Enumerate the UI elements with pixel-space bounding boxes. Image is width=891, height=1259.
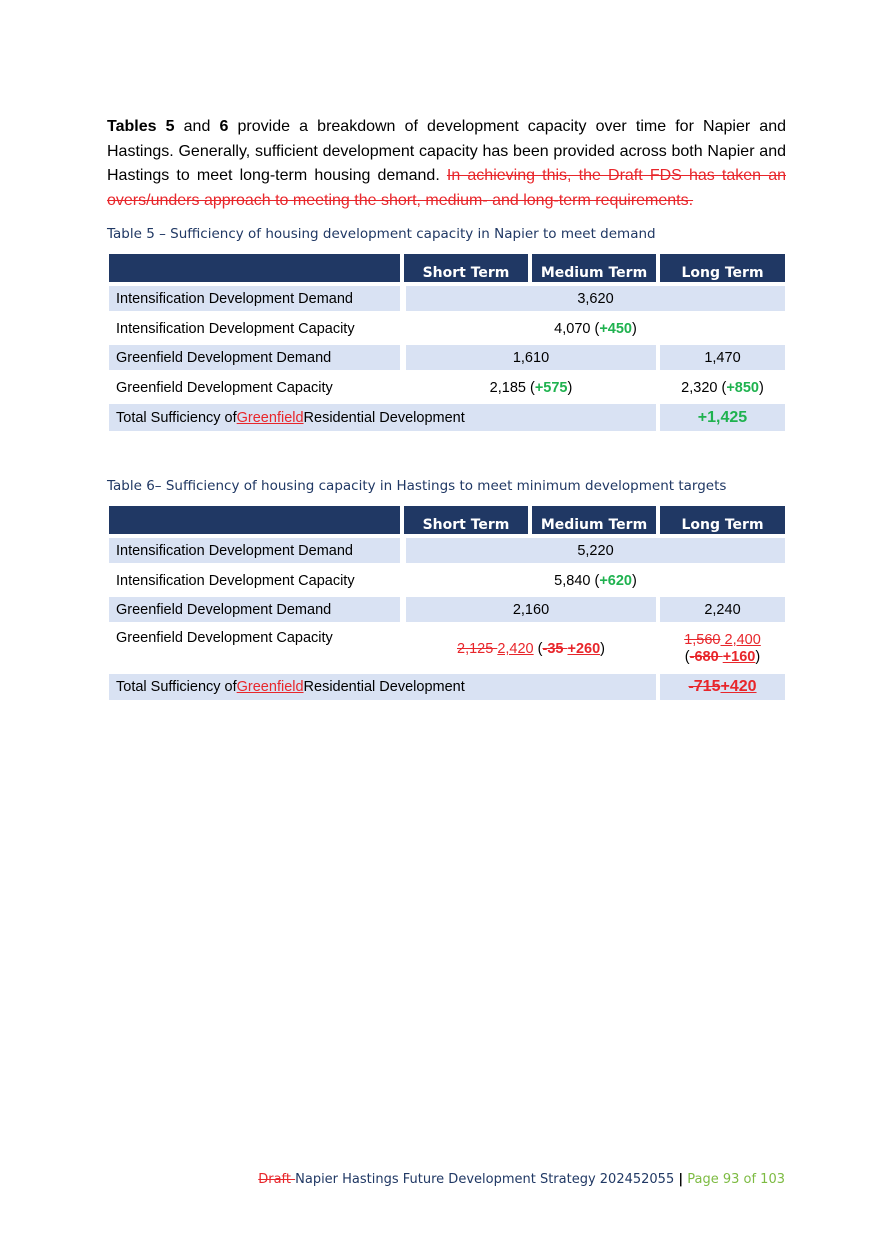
table6-total-label xyxy=(109,674,656,700)
table6-row-total xyxy=(109,674,785,700)
total-value: +1,425 xyxy=(697,408,748,426)
value-diff: +575 xyxy=(534,379,568,396)
table6-caption: Table 6– Sufficiency of housing capacity in Hastings to meet minimum development targets xyxy=(107,478,727,494)
footer-separator: | xyxy=(678,1172,684,1187)
footer-title: Napier Hastings Future Development Strategy 202452055 xyxy=(295,1172,679,1187)
deleted-diff: -680 xyxy=(689,649,723,665)
table5-intens-capacity-value xyxy=(406,316,785,341)
table5-row-intens-capacity xyxy=(109,316,785,341)
table6-row-intens-demand xyxy=(109,538,785,563)
total-post: Residential Development xyxy=(303,679,465,695)
total-inserted-value: +420 xyxy=(720,678,757,695)
table6-intens-demand-value: 5,220 xyxy=(406,538,785,563)
value-close: ) xyxy=(631,572,637,589)
value-close: ) xyxy=(567,379,573,396)
table6-row-label: Greenfield Development Demand xyxy=(109,597,400,622)
intro-text-2: provide a breakdown of development capacity over time for Napier and Hastings. Generally, sufficient development capacity has been provided across both Napier and Hastings to meet long-term housing demand. xyxy=(107,118,786,184)
footer-deleted: Draft xyxy=(258,1172,296,1187)
value-close: ) xyxy=(631,320,637,337)
value-diff: +620 xyxy=(599,572,632,589)
value-number: 2,320 ( xyxy=(681,379,727,396)
table5-row-label: Intensification Development Demand xyxy=(109,286,400,311)
table5-green-demand-long: 1,470 xyxy=(660,345,785,370)
table5-total-value xyxy=(660,404,785,431)
table5-header-blank xyxy=(109,254,400,282)
table5-header-short: Short Term xyxy=(404,254,528,282)
table5-row-green-capacity xyxy=(109,375,785,400)
table6-header-long: Long Term xyxy=(660,506,785,534)
table5-row-label: Greenfield Development Demand xyxy=(109,345,400,370)
deleted-value: 1,560 xyxy=(684,632,721,648)
table5-total-label xyxy=(109,404,656,431)
inserted-diff: +160 xyxy=(722,649,756,665)
table5-row-intens-demand xyxy=(109,286,785,311)
value-diff: +850 xyxy=(726,379,759,396)
table6-total-value xyxy=(660,674,785,700)
value-close: ) xyxy=(758,379,764,396)
total-deleted: -715 xyxy=(688,678,721,695)
value-diff: +450 xyxy=(599,320,632,337)
total-inserted: Greenfield xyxy=(236,409,304,426)
inserted-value: 2,420 xyxy=(497,641,534,657)
table6-row-green-demand xyxy=(109,597,785,622)
footer-page-number: Page 93 of 103 xyxy=(683,1172,785,1187)
table6-header-blank xyxy=(109,506,400,534)
table5-header-row xyxy=(109,254,785,282)
table5-green-capacity-long xyxy=(660,375,785,400)
table5-row-label: Greenfield Development Capacity xyxy=(116,379,333,396)
table6-green-capacity-sm xyxy=(406,627,656,671)
table6-row-label: Greenfield Development Capacity xyxy=(116,630,333,646)
table6-header-short: Short Term xyxy=(404,506,528,534)
table5-green-capacity-sm xyxy=(406,375,656,400)
table6-row-label: Intensification Development Demand xyxy=(109,538,400,563)
deleted-value: 2,125 xyxy=(457,641,498,657)
deleted-diff: -35 xyxy=(542,641,568,657)
value-close: ) xyxy=(600,641,605,657)
table5-header-medium: Medium Term xyxy=(532,254,656,282)
table5-intens-demand-value: 3,620 xyxy=(406,286,785,311)
table6-green-demand-long: 2,240 xyxy=(660,597,785,622)
total-post: Residential Development xyxy=(303,409,465,426)
table5-caption: Table 5 – Sufficiency of housing development capacity in Napier to meet demand xyxy=(107,226,656,242)
total-pre: Total Sufficiency of xyxy=(116,409,237,426)
table6-header-medium: Medium Term xyxy=(532,506,656,534)
table5-header-long: Long Term xyxy=(660,254,785,282)
intro-paragraph xyxy=(107,115,786,213)
page-footer xyxy=(258,1172,785,1187)
table6-row-green-capacity xyxy=(109,627,785,671)
table6-green-demand-sm: 2,160 xyxy=(406,597,656,622)
value-open: ( xyxy=(533,641,543,657)
table5-green-demand-sm: 1,610 xyxy=(406,345,656,370)
intro-bold-6: 6 xyxy=(219,118,229,135)
table6-intens-capacity-value xyxy=(406,568,785,593)
table5-row-label: Intensification Development Capacity xyxy=(116,320,355,337)
table6-row-intens-capacity xyxy=(109,568,785,593)
total-pre: Total Sufficiency of xyxy=(116,679,237,695)
value-number: 5,840 ( xyxy=(554,572,600,589)
table6-green-capacity-long xyxy=(660,627,785,671)
intro-text-1: and xyxy=(174,118,220,135)
table6-header-row xyxy=(109,506,785,534)
intro-bold-tables5: Tables 5 xyxy=(107,118,175,135)
value-close: ) xyxy=(755,649,761,665)
table5-row-green-demand xyxy=(109,345,785,370)
intro-deleted-text: In achieving this, the Draft FDS has taken an overs/unders approach to meeting the short, medium- and long-term requirements. xyxy=(107,167,787,209)
value-number: 4,070 ( xyxy=(554,320,600,337)
value-number: 2,185 ( xyxy=(489,379,535,396)
value-open: ( xyxy=(684,649,690,665)
inserted-value: 2,400 xyxy=(720,632,761,648)
table5-row-total xyxy=(109,404,785,431)
inserted-diff: +260 xyxy=(567,641,601,657)
total-inserted: Greenfield xyxy=(236,679,304,695)
table6-row-label: Intensification Development Capacity xyxy=(116,572,355,589)
